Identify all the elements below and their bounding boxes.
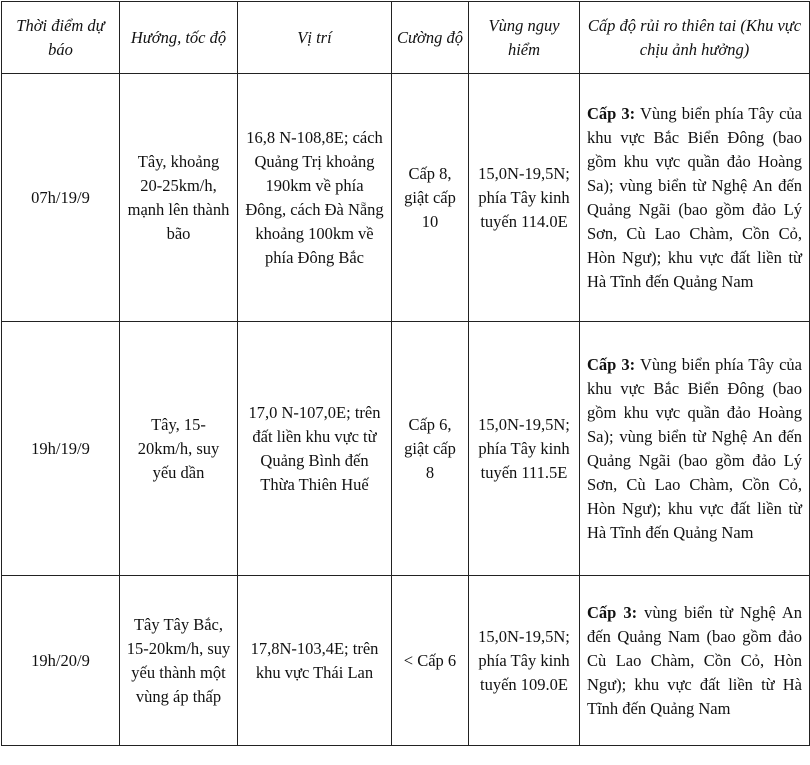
header-position: Vị trí: [238, 2, 392, 74]
danger-zone-cell: 15,0N-19,5N; phía Tây kinh tuyến 111.5E: [469, 322, 580, 576]
risk-level-label: Cấp 3:: [587, 103, 636, 123]
direction-speed-cell: Tây, khoảng 20-25km/h, mạnh lên thành bão: [120, 74, 238, 322]
header-direction-speed: Hướng, tốc độ: [120, 2, 238, 74]
header-risk-level: Cấp độ rủi ro thiên tai (Khu vực chịu ảnh hưởng): [580, 2, 810, 74]
risk-level-cell: [580, 74, 810, 322]
risk-level-label: Cấp 3:: [587, 602, 638, 622]
position-cell: 16,8 N-108,8E; cách Quảng Trị khoảng 190km về phía Đông, cách Đà Nẵng khoảng 100km về phía Đông Bắc: [238, 74, 392, 322]
risk-level-cell: [580, 576, 810, 746]
danger-zone-cell: 15,0N-19,5N; phía Tây kinh tuyến 114.0E: [469, 74, 580, 322]
table-row: [2, 74, 810, 322]
forecast-time-cell: 19h/20/9: [2, 576, 120, 746]
direction-speed-cell: Tây, 15-20km/h, suy yếu dần: [120, 322, 238, 576]
position-cell: 17,8N-103,4E; trên khu vực Thái Lan: [238, 576, 392, 746]
intensity-cell: Cấp 8, giật cấp 10: [392, 74, 469, 322]
header-danger-zone: Vùng nguy hiểm: [469, 2, 580, 74]
table-row: [2, 322, 810, 576]
forecast-time-cell: 19h/19/9: [2, 322, 120, 576]
risk-area-text: vùng biển từ Nghệ An đến Quảng Nam (bao gồm đảo Cù Lao Chàm, Cồn Cỏ, Hòn Ngư); khu vực đất liền từ Hà Tĩnh đến Quảng Nam: [587, 602, 803, 718]
header-forecast-time: Thời điểm dự báo: [2, 2, 120, 74]
risk-level-label: Cấp 3:: [587, 354, 636, 374]
position-cell: 17,0 N-107,0E; trên đất liền khu vực từ Quảng Bình đến Thừa Thiên Huế: [238, 322, 392, 576]
risk-area-text: Vùng biển phía Tây của khu vực Bắc Biển Đông (bao gồm khu vực quần đảo Hoàng Sa); vùng biển từ Nghệ An đến Quảng Ngãi (bao gồm đảo Lý Sơn, Cù Lao Chàm, Cồn Cỏ, Hòn Ngư); khu vực đất liền từ Hà Tĩnh đến Quảng Nam: [587, 103, 802, 291]
storm-forecast-table: [1, 1, 810, 746]
forecast-time-cell: 07h/19/9: [2, 74, 120, 322]
intensity-cell: Cấp 6, giật cấp 8: [392, 322, 469, 576]
risk-level-cell: [580, 322, 810, 576]
header-row: [2, 2, 810, 74]
table-row: [2, 576, 810, 746]
intensity-cell: < Cấp 6: [392, 576, 469, 746]
direction-speed-cell: Tây Tây Bắc, 15-20km/h, suy yếu thành một vùng áp thấp: [120, 576, 238, 746]
risk-area-text: Vùng biển phía Tây của khu vực Bắc Biển Đông (bao gồm khu vực quần đảo Hoàng Sa); vùng biển từ Nghệ An đến Quảng Ngãi (bao gồm đảo Lý Sơn, Cù Lao Chàm, Cồn Cỏ, Hòn Ngư); khu vực đất liền từ Hà Tĩnh đến Quảng Nam: [587, 354, 802, 542]
header-intensity: Cường độ: [392, 2, 469, 74]
danger-zone-cell: 15,0N-19,5N; phía Tây kinh tuyến 109.0E: [469, 576, 580, 746]
